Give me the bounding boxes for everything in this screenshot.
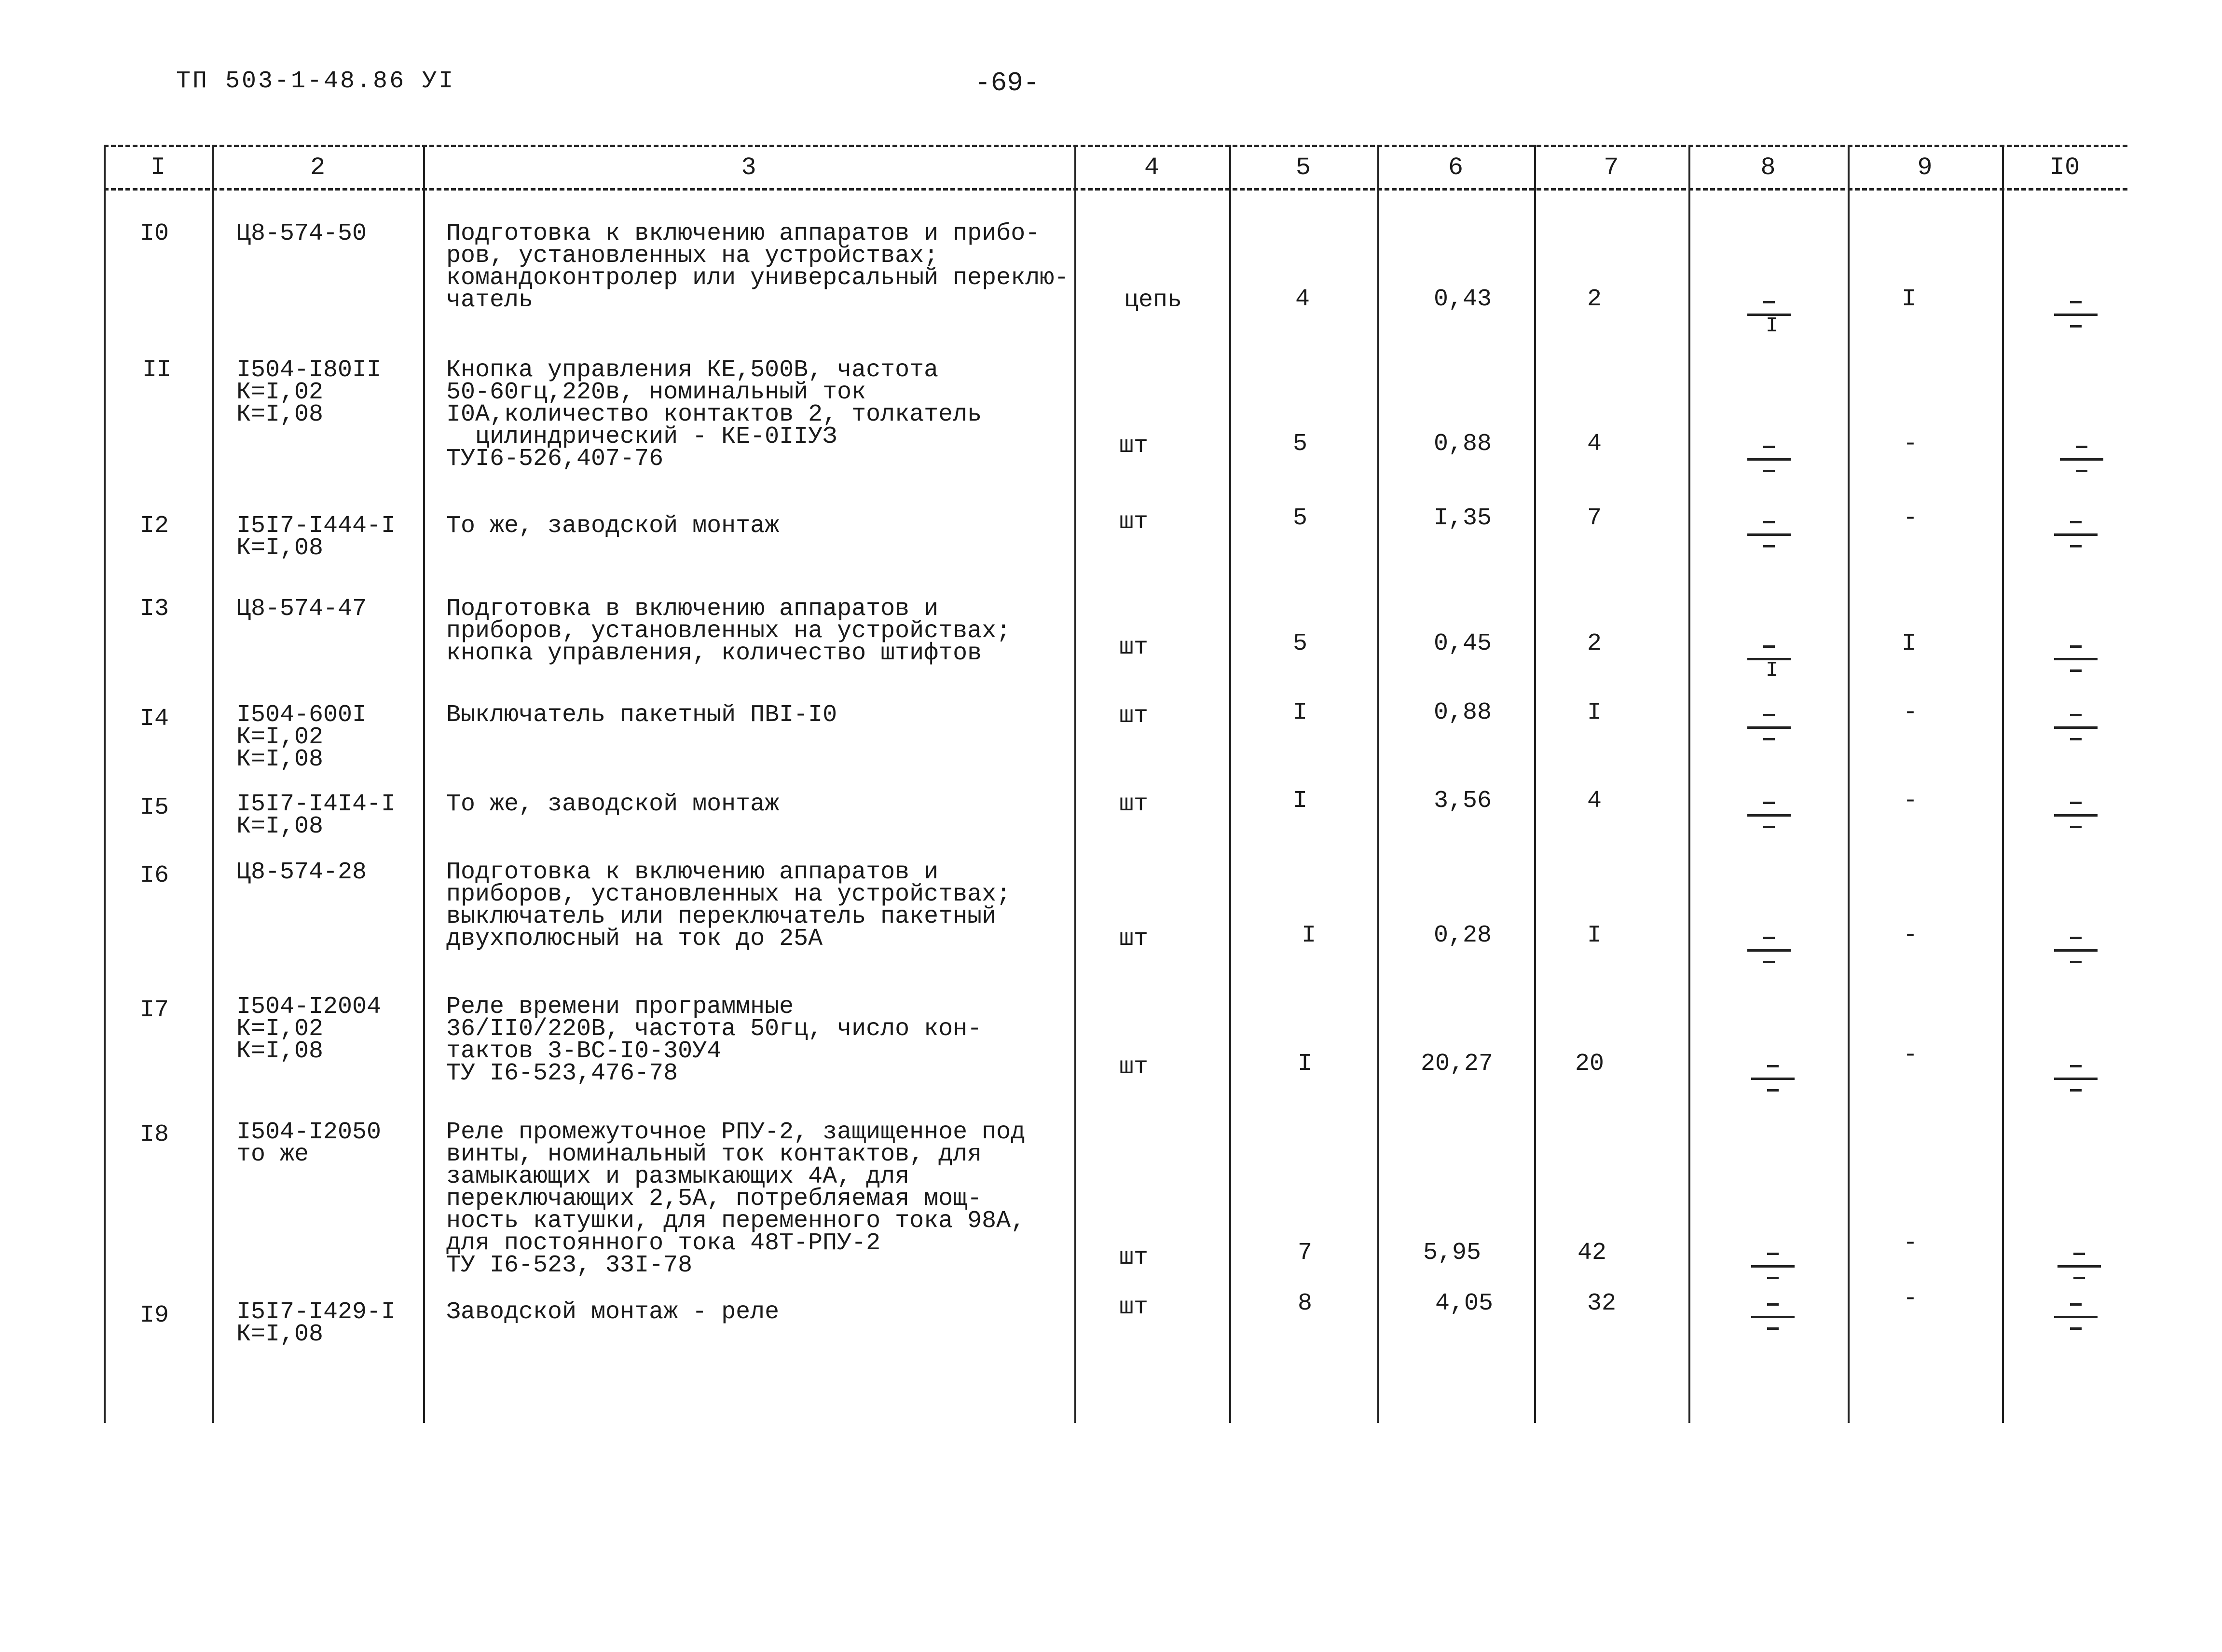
value: 5,95 — [1423, 1239, 1481, 1267]
quantity: 4 — [1295, 286, 1310, 313]
fraction-mark: I — [1747, 295, 1791, 334]
column-header: 4 — [1144, 153, 1160, 182]
row-number: I6 — [140, 862, 169, 889]
item-description: Подготовка в включению аппаратов и приборов, установленных на устройствах; кнопка управления, количество штифтов — [446, 595, 1011, 667]
unit: шт — [1119, 432, 1149, 460]
item-code: I5I7-I444-I К=I,08 — [236, 512, 396, 562]
quantity: I — [1298, 1050, 1313, 1078]
item-description: Подготовка к включению аппаратов и приборов, установленных на устройствах; выключатель или переключатель пакетный двухполюсный на ток до 25А — [446, 859, 1011, 953]
item-code: Ц8-574-50 — [236, 220, 367, 247]
value: 20,27 — [1421, 1050, 1494, 1078]
value: 0,45 — [1434, 630, 1492, 657]
value: I — [1902, 630, 1917, 657]
fraction-mark — [2057, 1247, 2101, 1285]
col-divider — [2002, 145, 2004, 1423]
item-description: Подготовка к включению аппаратов и прибо- ров, установленных на устройствах; командоконтролер или универсальный переклю- чатель — [446, 220, 1069, 314]
fraction-mark — [1751, 1297, 1795, 1336]
quantity: I — [1293, 699, 1308, 726]
column-header: 3 — [741, 153, 756, 182]
value: 42 — [1577, 1239, 1607, 1267]
quantity: I — [1293, 787, 1308, 815]
item-code: Ц8-574-28 — [236, 859, 367, 886]
value: - — [1903, 1229, 1918, 1257]
unit: цепь — [1124, 287, 1182, 314]
row-number: I0 — [140, 220, 169, 247]
item-description: Реле времени программные 36/II0/220В, частота 50гц, число кон- тактов 3-ВС-I0-30У4 ТУ I6-523,476-78 — [446, 993, 982, 1087]
document-code: ТП 503-1-48.86 УI — [176, 68, 455, 95]
fraction-mark: I — [1747, 640, 1791, 678]
fraction-mark — [1751, 1247, 1795, 1285]
column-header: 5 — [1295, 153, 1311, 182]
unit: шт — [1119, 702, 1149, 730]
col-divider — [1377, 145, 1379, 1423]
unit: шт — [1119, 1294, 1149, 1321]
item-description: Выключатель пакетный ПВI-I0 — [446, 701, 837, 729]
table-top-rule — [104, 145, 2127, 147]
item-code: Ц8-574-47 — [236, 595, 367, 623]
item-code: I5I7-I4I4-I К=I,08 — [236, 791, 396, 840]
column-header: I — [150, 153, 166, 182]
item-code: I504-I2004 К=I,02 К=I,08 — [236, 993, 382, 1065]
unit: шт — [1119, 925, 1149, 953]
unit: шт — [1119, 791, 1149, 818]
row-number: I3 — [140, 595, 169, 623]
col-divider — [104, 145, 106, 1423]
row-number: II — [142, 356, 172, 384]
value: - — [1903, 922, 1918, 949]
value: 2 — [1587, 630, 1602, 657]
fraction-mark — [2054, 1059, 2098, 1098]
quantity: I — [1302, 922, 1317, 949]
item-description: Кнопка управления КЕ,500В, частота 50-60гц,220в, номинальный ток I0А,количество контактов 2, толкатель цилиндрический - КЕ-0IIУЗ ТУI6-526,407-76 — [446, 356, 982, 473]
value: - — [1903, 1285, 1918, 1312]
column-header: 7 — [1604, 153, 1619, 182]
row-number: I7 — [140, 997, 169, 1024]
value: 4 — [1587, 787, 1602, 815]
fraction-mark — [2054, 515, 2098, 554]
page-number: -69- — [974, 68, 1040, 98]
column-header: I0 — [2049, 153, 2080, 182]
value: 32 — [1587, 1290, 1617, 1317]
fraction-mark — [1747, 515, 1791, 554]
column-header: 8 — [1760, 153, 1776, 182]
value: - — [1903, 505, 1918, 532]
fraction-mark — [2054, 931, 2098, 969]
column-header: 6 — [1448, 153, 1464, 182]
fraction-mark — [2054, 295, 2098, 334]
value: 0,88 — [1434, 430, 1492, 458]
value: I — [1587, 922, 1602, 949]
row-number: I4 — [140, 705, 169, 733]
value: I — [1902, 286, 1917, 313]
fraction-mark — [1747, 440, 1791, 478]
quantity: 5 — [1293, 430, 1308, 458]
row-number: I8 — [140, 1121, 169, 1148]
col-divider — [1229, 145, 1231, 1423]
quantity: 5 — [1293, 630, 1308, 657]
fraction-mark — [1747, 708, 1791, 747]
fraction-mark — [2054, 1297, 2098, 1336]
value: 0,88 — [1434, 699, 1492, 726]
value: 20 — [1575, 1050, 1605, 1078]
item-code: I504-600I К=I,02 К=I,08 — [236, 701, 367, 773]
value: I — [1587, 699, 1602, 726]
value: 2 — [1587, 286, 1602, 313]
fraction-mark — [2054, 640, 2098, 678]
col-divider — [423, 145, 425, 1423]
value: 0,43 — [1434, 286, 1492, 313]
quantity: 5 — [1293, 505, 1308, 532]
col-divider — [1688, 145, 1690, 1423]
value: - — [1903, 430, 1918, 458]
col-divider — [1534, 145, 1536, 1423]
quantity: 7 — [1298, 1239, 1313, 1267]
row-number: I9 — [140, 1302, 169, 1329]
col-divider — [1848, 145, 1850, 1423]
item-description: То же, заводской монтаж — [446, 791, 780, 818]
quantity: 8 — [1298, 1290, 1313, 1317]
header-bottom-rule — [104, 188, 2127, 191]
item-description: Реле промежуточное РПУ-2, защищенное под винты, номинальный ток контактов, для замыкающих и размыкающих 4А, для переключающих 2,5А, потребляемая мощ- ность катушки, для переменного тока 98А, для постоянного тока 48Т-РПУ-2 ТУ I6-523, 33I-78 — [446, 1119, 1026, 1279]
column-header: 2 — [310, 153, 326, 182]
fraction-mark — [1751, 1059, 1795, 1098]
item-description: Заводской монтаж - реле — [446, 1298, 780, 1326]
spec-table — [104, 145, 2127, 1423]
fraction-mark — [2054, 708, 2098, 747]
column-header: 9 — [1917, 153, 1933, 182]
item-description: То же, заводской монтаж — [446, 512, 780, 540]
value: 0,28 — [1434, 922, 1492, 949]
fraction-mark — [1747, 931, 1791, 969]
value: 3,56 — [1434, 787, 1492, 815]
item-code: I504-I80II К=I,02 К=I,08 — [236, 356, 382, 428]
item-code: I5I7-I429-I К=I,08 — [236, 1298, 396, 1348]
fraction-mark — [2060, 440, 2103, 478]
item-code: I504-I2050 то же — [236, 1119, 382, 1168]
value: 4 — [1587, 430, 1602, 458]
unit: шт — [1119, 634, 1149, 661]
unit: шт — [1119, 508, 1149, 536]
value: 7 — [1587, 505, 1602, 532]
value: 4,05 — [1435, 1290, 1494, 1317]
unit: шт — [1119, 1053, 1149, 1081]
value: - — [1903, 1041, 1918, 1069]
fraction-mark — [2054, 796, 2098, 834]
value: - — [1903, 699, 1918, 726]
unit: шт — [1119, 1244, 1149, 1271]
col-divider — [212, 145, 214, 1423]
row-number: I2 — [140, 512, 169, 540]
fraction-mark — [1747, 796, 1791, 834]
col-divider — [1074, 145, 1076, 1423]
value: I,35 — [1434, 505, 1492, 532]
row-number: I5 — [140, 794, 169, 821]
value: - — [1903, 787, 1918, 815]
